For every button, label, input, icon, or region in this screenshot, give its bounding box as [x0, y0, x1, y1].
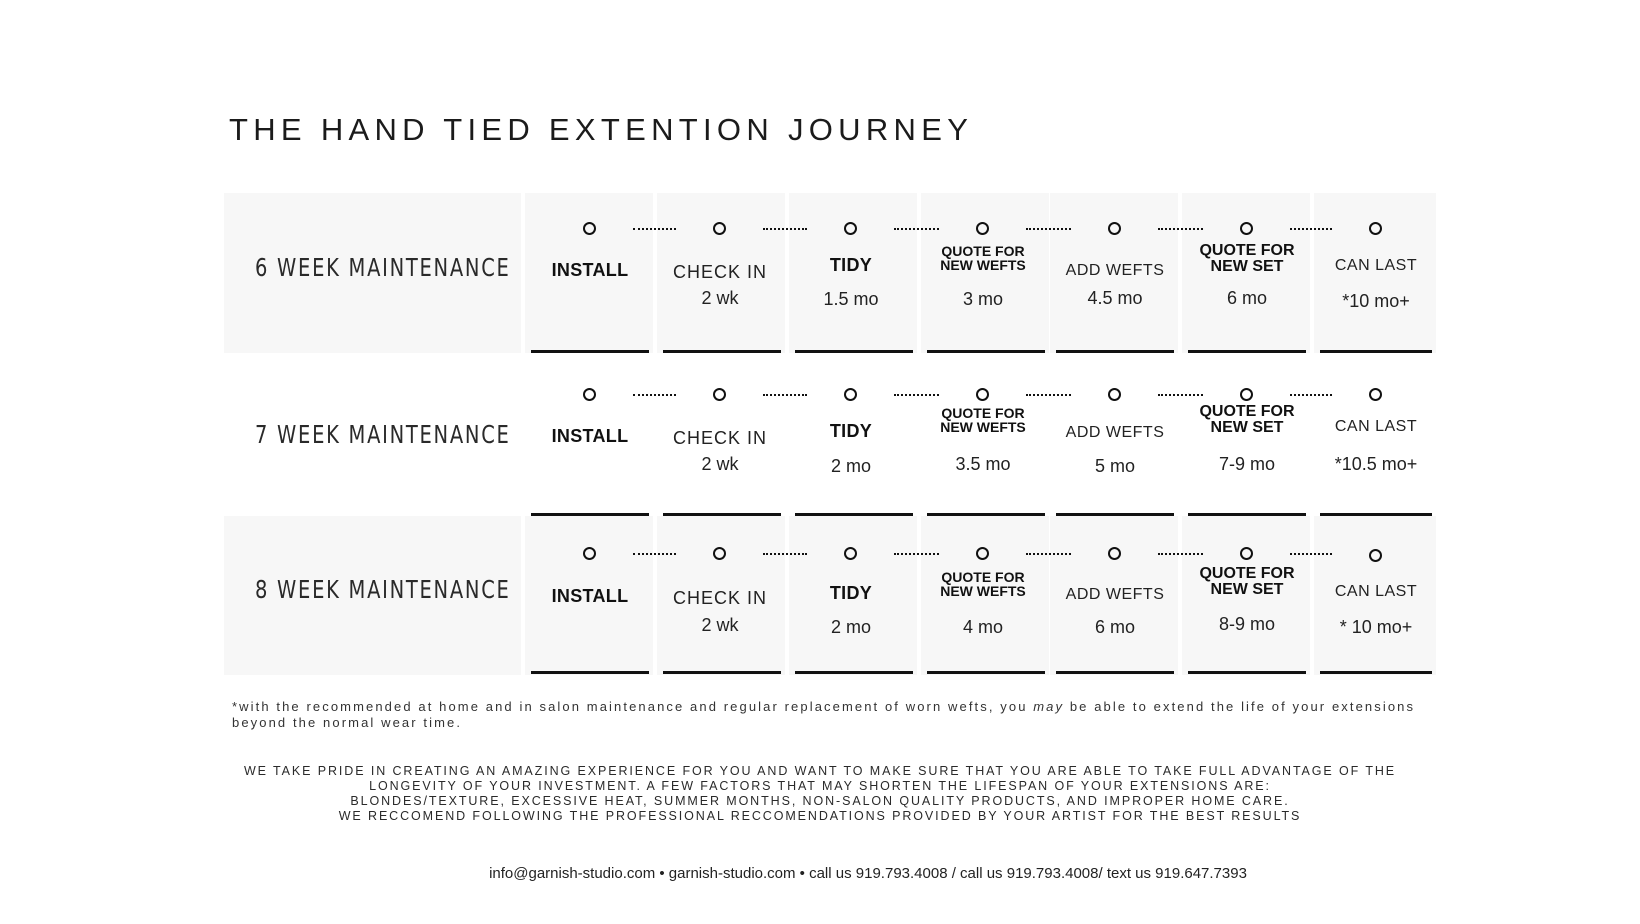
contact-info: [0, 865, 1640, 882]
timeline-dot: [844, 388, 857, 401]
timeline-dot: [976, 388, 989, 401]
timeline-dot: [1369, 549, 1382, 562]
stage-label: QUOTE FOR NEW SET: [1199, 565, 1295, 598]
care-notice-line: WE RECCOMEND FOLLOWING THE PROFESSIONAL RECCOMENDATIONS PROVIDED BY YOUR ARTIST FOR THE BEST RESULTS: [338, 809, 1302, 823]
stage-label: TIDY: [829, 421, 873, 441]
stage-underline: [1056, 671, 1174, 674]
stage-underline: [795, 671, 913, 674]
footnote-emphasis: may: [1033, 699, 1065, 714]
stage-label: QUOTE FOR NEW SET: [1199, 242, 1295, 275]
stage-underline: [927, 350, 1045, 353]
timeline-dot: [1369, 388, 1382, 401]
timeline-dot: [1240, 222, 1253, 235]
stage-value: 1.5 mo: [823, 289, 879, 309]
stage-underline: [1188, 671, 1306, 674]
stage-underline: [531, 350, 649, 353]
footnote-text-end: be able to extend the life of your extensions beyond the normal wear time.: [232, 699, 1416, 730]
timeline-dot: [583, 388, 596, 401]
timeline-dot: [1369, 222, 1382, 235]
stage-value: 6 mo: [1226, 288, 1268, 308]
stage-label: CHECK IN: [672, 262, 767, 282]
page-title: THE HAND TIED EXTENTION JOURNEY: [229, 112, 974, 147]
timeline-connector: [763, 394, 807, 396]
stage-underline: [1188, 350, 1306, 353]
timeline-connector: [1026, 228, 1071, 230]
timeline-dot: [713, 222, 726, 235]
stage-underline: [531, 513, 649, 516]
stage-value: 8-9 mo: [1218, 614, 1276, 634]
timeline-connector: [1026, 553, 1071, 555]
stage-value: 6 mo: [1094, 617, 1136, 637]
timeline-connector: [633, 553, 676, 555]
stage-underline: [795, 350, 913, 353]
stage-underline: [531, 671, 649, 674]
timeline-connector: [1158, 553, 1203, 555]
timeline-connector: [894, 228, 939, 230]
stage-label: QUOTE FOR NEW SET: [1199, 403, 1295, 436]
stage-underline: [1320, 671, 1432, 674]
stage-label: CHECK IN: [672, 588, 767, 608]
stage-label: CAN LAST: [1334, 583, 1418, 600]
stage-value: 4.5 mo: [1087, 288, 1143, 308]
stage-label: TIDY: [829, 583, 873, 603]
timeline-dot: [1108, 388, 1121, 401]
stage-label: QUOTE FOR NEW WEFTS: [940, 243, 1026, 273]
stage-label: TIDY: [829, 255, 873, 275]
timeline-connector: [1158, 228, 1203, 230]
care-notice-line: WE TAKE PRIDE IN CREATING AN AMAZING EXPERIENCE FOR YOU AND WANT TO MAKE SURE THAT YOU ARE ABLE TO TAKE FULL ADVANTAGE OF THE: [243, 764, 1397, 778]
stage-value: 2 mo: [830, 617, 872, 637]
stage-label: QUOTE FOR NEW WEFTS: [940, 405, 1026, 435]
timeline-dot: [844, 222, 857, 235]
stage-value: 7-9 mo: [1218, 454, 1276, 474]
stage-value: 5 mo: [1094, 456, 1136, 476]
stage-underline: [1188, 513, 1306, 516]
row-label-7-week: 7 WEEK MAINTENANCE: [255, 420, 511, 449]
stage-label: INSTALL: [551, 586, 629, 606]
stage-label: QUOTE FOR NEW WEFTS: [940, 569, 1026, 599]
stage-underline: [1320, 513, 1432, 516]
timeline-connector: [633, 228, 676, 230]
stage-underline: [927, 513, 1045, 516]
stage-value: 2 mo: [830, 456, 872, 476]
stage-underline: [663, 513, 781, 516]
footnote-text: *with the recommended at home and in salon maintenance and regular replacement of worn wefts, you: [232, 699, 1034, 714]
timeline-dot: [1240, 388, 1253, 401]
timeline-connector: [1290, 228, 1332, 230]
timeline-dot: [713, 388, 726, 401]
timeline-dot: [583, 547, 596, 560]
stage-underline: [663, 350, 781, 353]
stage-value: 2 wk: [701, 454, 739, 474]
timeline-dot: [1240, 547, 1253, 560]
stage-label: CAN LAST: [1334, 257, 1418, 274]
timeline-connector: [1290, 394, 1332, 396]
timeline-connector: [763, 228, 807, 230]
timeline-connector: [894, 394, 939, 396]
stage-value: *10.5 mo+: [1334, 454, 1418, 474]
stage-label: ADD WEFTS: [1065, 262, 1165, 279]
stage-label: ADD WEFTS: [1065, 586, 1165, 603]
stage-value: 3 mo: [962, 289, 1004, 309]
timeline-dot: [844, 547, 857, 560]
stage-underline: [927, 671, 1045, 674]
stage-cell-background: [921, 193, 1049, 353]
timeline-connector: [1026, 394, 1071, 396]
stage-label: INSTALL: [551, 426, 629, 446]
timeline-connector: [633, 394, 676, 396]
timeline-dot: [1108, 222, 1121, 235]
timeline-dot: [713, 547, 726, 560]
stage-value: 2 wk: [701, 288, 739, 308]
stage-underline: [1056, 350, 1174, 353]
stage-value: *10 mo+: [1342, 291, 1410, 311]
stage-value: 3.5 mo: [955, 454, 1011, 474]
stage-underline: [1320, 350, 1432, 353]
row-label-8-week: 8 WEEK MAINTENANCE: [255, 575, 511, 604]
stage-underline: [663, 671, 781, 674]
stage-value: 2 wk: [701, 615, 739, 635]
care-notice-line: BLONDES/TEXTURE, EXCESSIVE HEAT, SUMMER MONTHS, NON-SALON QUALITY PRODUCTS, AND IMPROPER HOME CARE.: [350, 794, 1290, 808]
timeline-connector: [894, 553, 939, 555]
stage-value: * 10 mo+: [1339, 617, 1413, 637]
timeline-connector: [763, 553, 807, 555]
timeline-connector: [1290, 553, 1332, 555]
row-label-6-week: 6 WEEK MAINTENANCE: [255, 253, 511, 282]
stage-label: CHECK IN: [672, 428, 767, 448]
care-notice-line: LONGEVITY OF YOUR INVESTMENT. A FEW FACTORS THAT MAY SHORTEN THE LIFESPAN OF YOUR EXTENSIONS ARE:: [369, 779, 1271, 793]
stage-underline: [795, 513, 913, 516]
stage-label: INSTALL: [551, 260, 629, 280]
timeline-dot: [583, 222, 596, 235]
stage-label: CAN LAST: [1334, 418, 1418, 435]
timeline-dot: [976, 222, 989, 235]
stage-value: 4 mo: [962, 617, 1004, 637]
care-notice: [200, 764, 1440, 824]
timeline-dot: [976, 547, 989, 560]
stage-label: ADD WEFTS: [1065, 424, 1165, 441]
timeline-dot: [1108, 547, 1121, 560]
contact-text: info@garnish-studio.com • garnish-studio.com • call us 919.793.4008 / call us 919.793.4008/ text us 919.647.7393: [489, 865, 1247, 882]
timeline-connector: [1158, 394, 1203, 396]
footnote: [232, 699, 1432, 731]
stage-underline: [1056, 513, 1174, 516]
